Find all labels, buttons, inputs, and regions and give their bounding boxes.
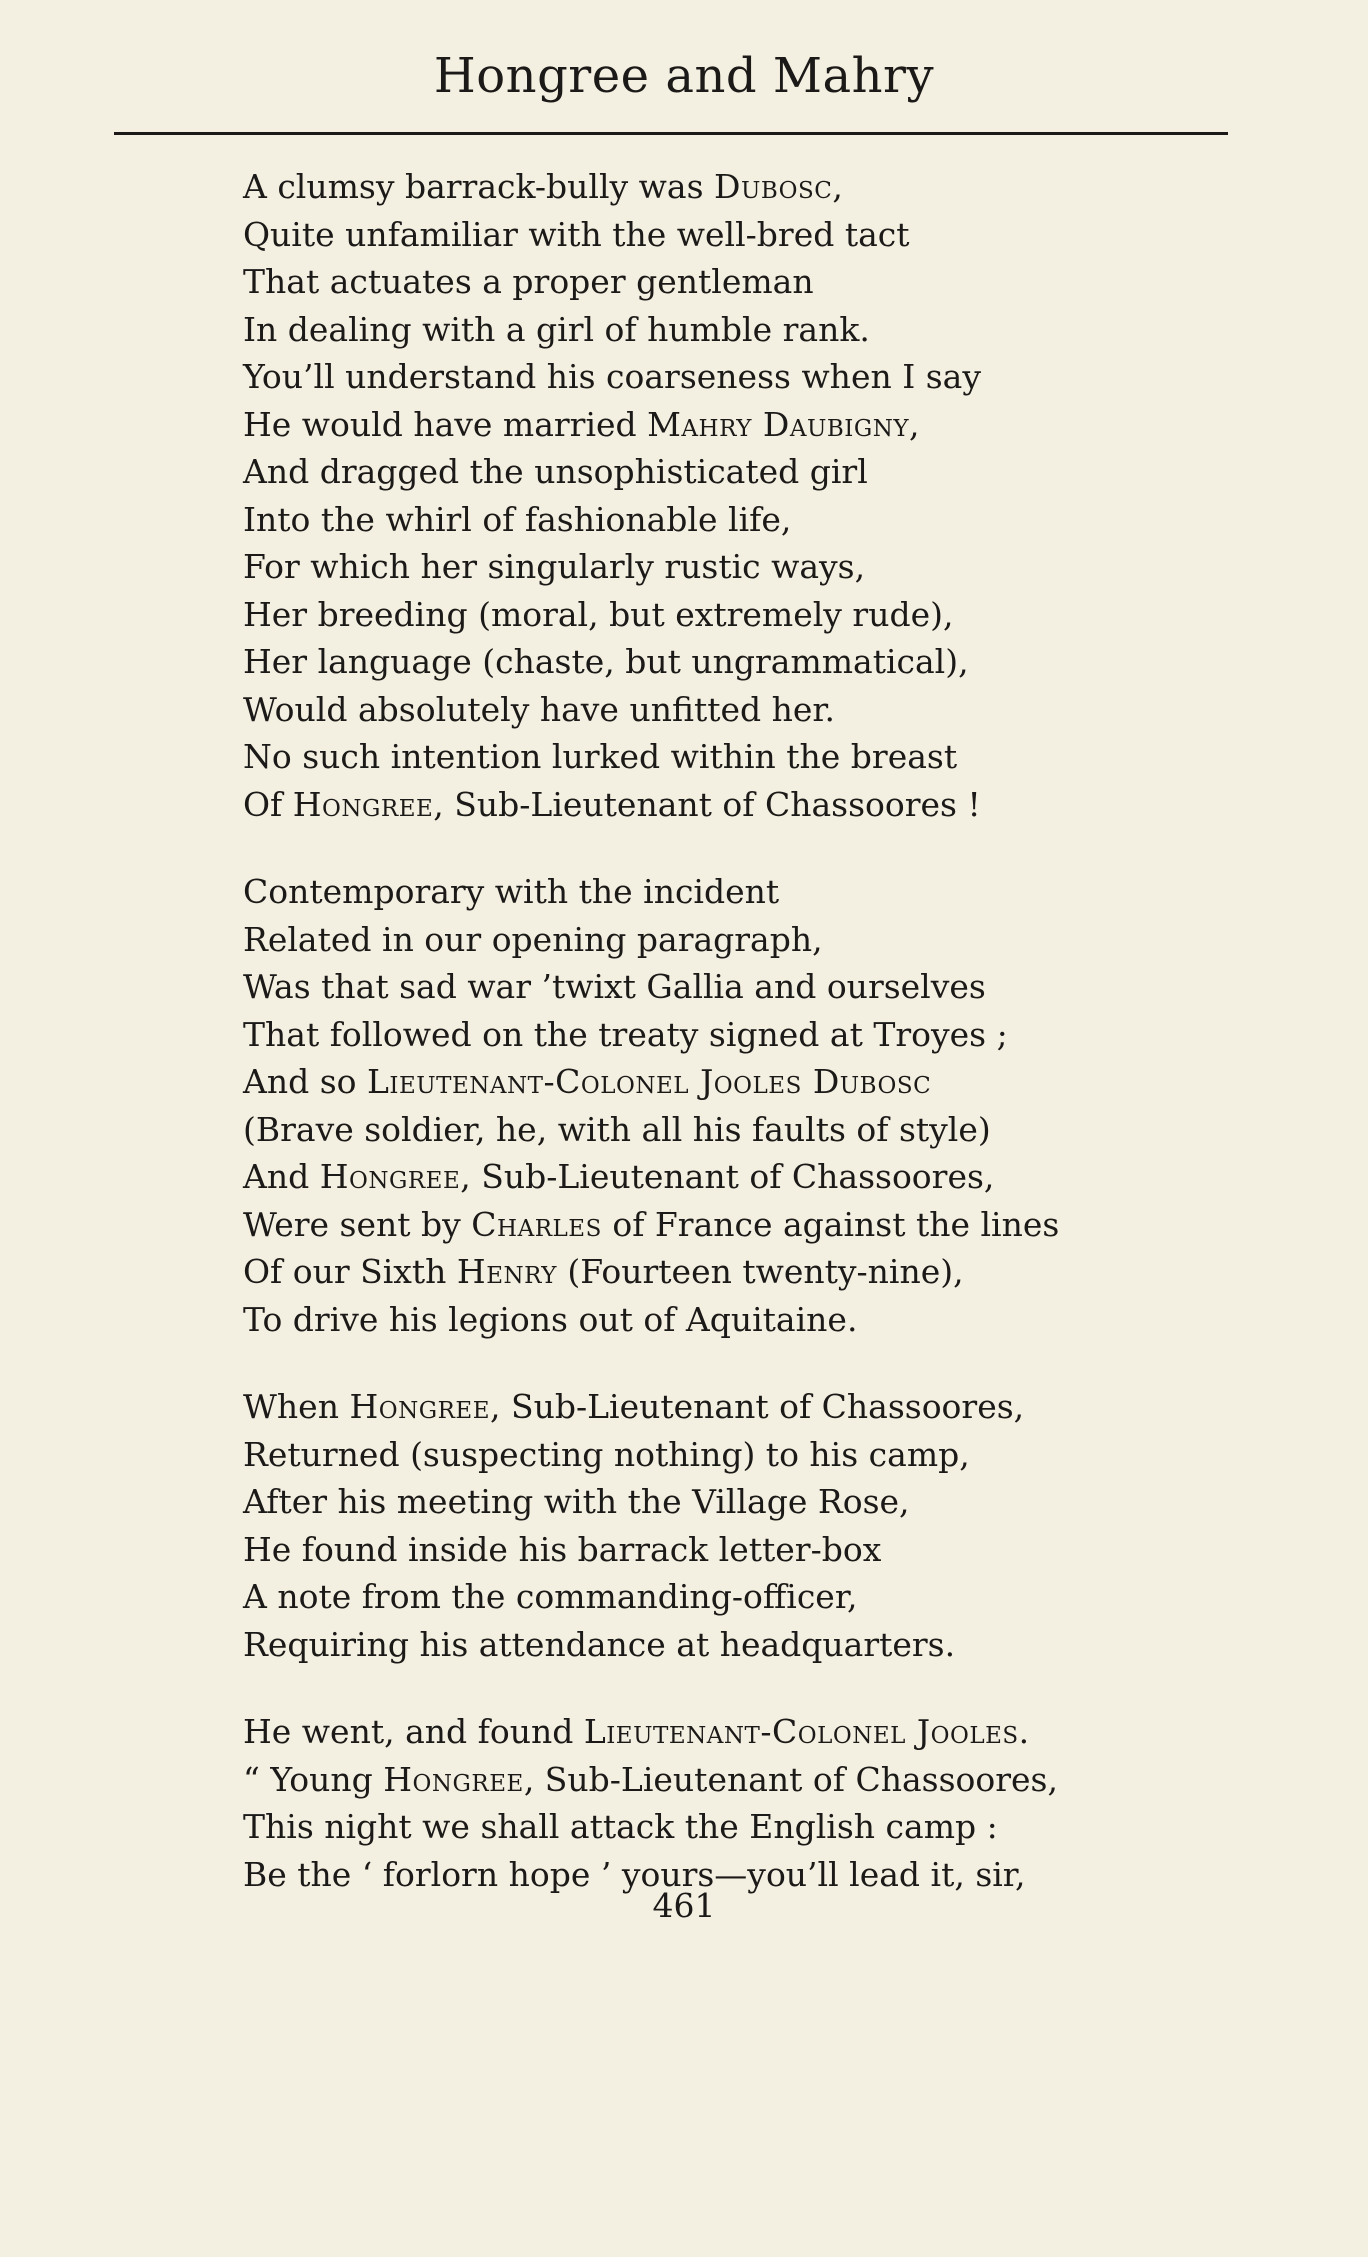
- stanza: [243, 1708, 1243, 1898]
- line-text: He went, and found: [243, 1712, 584, 1751]
- line-text: No such intention lurked within the breast: [243, 737, 958, 776]
- line-text: That followed on the treaty signed at Troyes ;: [243, 1014, 1008, 1054]
- line-text: In dealing with a girl of humble rank.: [243, 309, 870, 349]
- running-title: Hongree and Mahry: [433, 48, 935, 104]
- page-number: 461: [652, 1886, 716, 1925]
- line-text: Quite unfamiliar with the well-bred tact: [243, 214, 910, 254]
- poem-line: [243, 963, 1243, 1011]
- name-small-caps: Hongree: [383, 1759, 524, 1799]
- stanza: [243, 163, 1243, 828]
- name-small-caps: Lieutenant-Colonel Jooles Dubosc: [367, 1062, 932, 1101]
- line-text: After his meeting with the Village Rose,: [243, 1482, 910, 1521]
- line-text: You’ll understand his coarseness when I say: [243, 357, 981, 396]
- line-text: Her language (chaste, but ungrammatical),: [243, 642, 969, 681]
- poem-line: [243, 686, 1243, 734]
- line-text: Would absolutely have unfitted her.: [243, 689, 836, 729]
- line-text: Of: [243, 784, 293, 824]
- line-text: Contemporary with the incident: [243, 872, 780, 911]
- poem-line: [243, 1478, 1243, 1526]
- poem-line: [243, 1383, 1243, 1431]
- poem-line: [243, 733, 1243, 781]
- line-text: ,: [832, 167, 843, 206]
- poem-line: [243, 258, 1243, 306]
- poem-line: [243, 401, 1243, 449]
- line-text: ,: [909, 404, 920, 444]
- line-text: , Sub-Lieutenant of Chassoores !: [433, 784, 981, 824]
- poem-line: [243, 1296, 1243, 1344]
- line-text: And dragged the unsophisticated girl: [243, 452, 868, 491]
- line-text: That actuates a proper gentleman: [243, 262, 814, 301]
- poem-line: [243, 1756, 1243, 1804]
- line-text: Her breeding (moral, but extremely rude),: [243, 594, 954, 634]
- name-small-caps: Hongree: [292, 784, 434, 824]
- name-small-caps: Mahry Daubigny: [647, 404, 910, 444]
- name-small-caps: Lieutenant-Colonel Jooles: [583, 1712, 1019, 1751]
- poem-line: [243, 211, 1243, 259]
- line-text: A note from the commanding-officer,: [243, 1577, 858, 1616]
- poem-line: [243, 496, 1243, 544]
- stanza: [243, 868, 1243, 1343]
- poem-line: [243, 353, 1243, 401]
- line-text: To drive his legions out of Aquitaine.: [243, 1299, 858, 1339]
- line-text: And: [243, 1157, 320, 1196]
- poem-line: [243, 781, 1243, 829]
- poem-line: [243, 448, 1243, 496]
- poem-line: [243, 1573, 1243, 1621]
- poem-line: [243, 1526, 1243, 1574]
- poem-line: [243, 543, 1243, 591]
- poem-line: [243, 1153, 1243, 1201]
- poem-line: [243, 1248, 1243, 1296]
- poem-line: [243, 1708, 1243, 1756]
- poem-line: [243, 1431, 1243, 1479]
- line-text: For which her singularly rustic ways,: [243, 547, 866, 586]
- poem-line: [243, 868, 1243, 916]
- line-text: (Brave soldier, he, with all his faults of style): [243, 1109, 991, 1149]
- line-text: This night we shall attack the English camp :: [243, 1807, 998, 1846]
- line-text: Was that sad war ’twixt Gallia and ourselves: [243, 967, 986, 1006]
- line-text: Of our Sixth: [243, 1252, 457, 1291]
- line-text: Requiring his attendance at headquarters.: [243, 1624, 956, 1664]
- line-text: A clumsy barrack-bully was: [243, 167, 715, 206]
- line-text: He found inside his barrack letter-box: [243, 1529, 882, 1569]
- line-text: Be the ‘ forlorn hope ’ yours—you’ll lead it, sir,: [243, 1854, 1026, 1894]
- line-text: Returned (suspecting nothing) to his camp,: [243, 1434, 970, 1474]
- poem-body: [243, 163, 1243, 1938]
- line-text: “ Young: [243, 1759, 384, 1799]
- line-text: .: [1018, 1712, 1030, 1751]
- poem-line: [243, 306, 1243, 354]
- line-text: , Sub-Lieutenant of Chassoores,: [523, 1759, 1058, 1799]
- line-text: , Sub-Lieutenant of Chassoores,: [489, 1387, 1025, 1426]
- poem-line: [243, 163, 1243, 211]
- name-small-caps: Charles: [471, 1204, 602, 1244]
- line-text: When: [243, 1387, 350, 1426]
- line-text: And so: [243, 1062, 367, 1101]
- poem-line: [243, 916, 1243, 964]
- poem-line: [243, 1803, 1243, 1851]
- name-small-caps: Hongree: [349, 1387, 490, 1426]
- name-small-caps: Dubosc: [714, 167, 833, 206]
- line-text: (Fourteen twenty-nine),: [556, 1252, 964, 1291]
- name-small-caps: Henry: [456, 1252, 557, 1291]
- stanza: [243, 1383, 1243, 1668]
- poem-line: [243, 1106, 1243, 1154]
- poem-line: [243, 638, 1243, 686]
- header-rule: [114, 132, 1228, 135]
- poem-line: [243, 1058, 1243, 1106]
- poem-line: [243, 1201, 1243, 1249]
- line-text: He would have married: [243, 404, 648, 444]
- name-small-caps: Hongree: [319, 1157, 461, 1196]
- line-text: of France against the lines: [601, 1204, 1060, 1244]
- poem-line: [243, 1621, 1243, 1669]
- line-text: Into the whirl of fashionable life,: [243, 499, 792, 539]
- line-text: , Sub-Lieutenant of Chassoores,: [460, 1157, 995, 1196]
- line-text: Were sent by: [243, 1204, 472, 1244]
- poem-line: [243, 1011, 1243, 1059]
- poem-line: [243, 591, 1243, 639]
- line-text: Related in our opening paragraph,: [243, 919, 823, 959]
